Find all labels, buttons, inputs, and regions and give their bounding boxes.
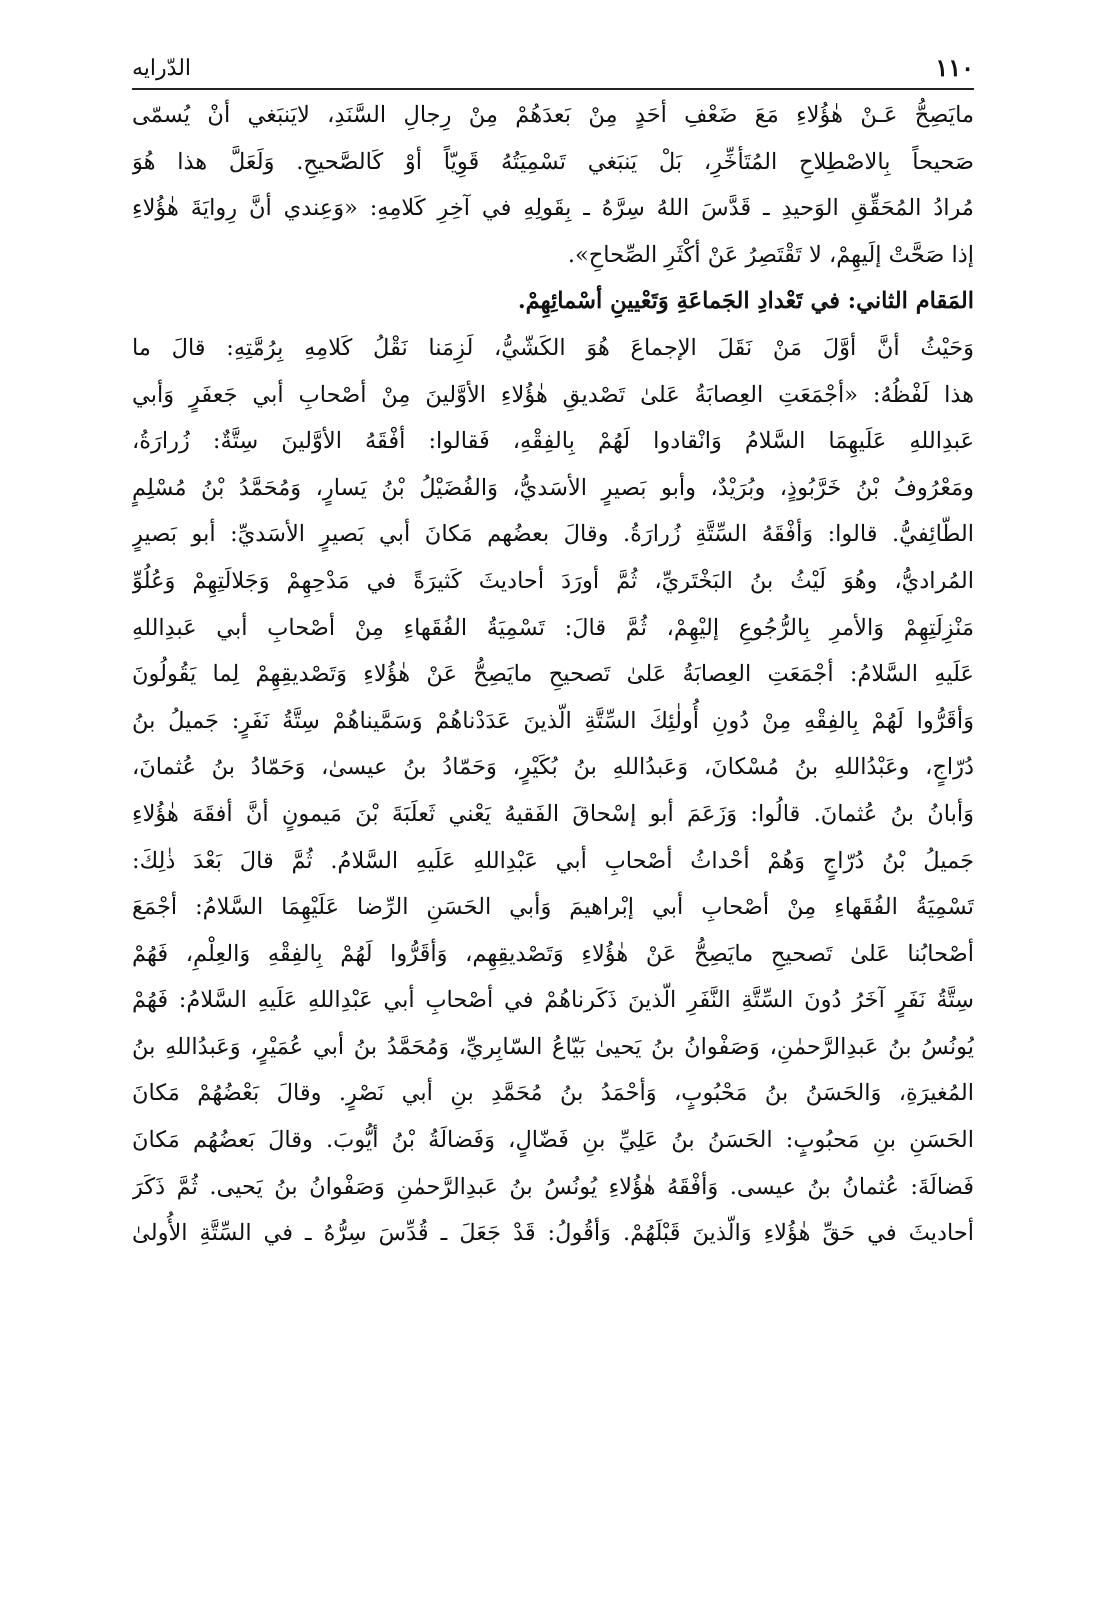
text-line: مايَصِحُّ عَـنْ هٰؤُلاءِ مَعَ ضَعْفِ أحَدٍ مِنْ بَعدَهُمْ مِنْ رِجالِ السَّنَدِ، لايَنبَغي أنْ يُسمّى: [132, 102, 974, 128]
text-line: الحَسَنِ بنِ مَحبُوبٍ: الحَسَنُ بنُ عَلِيِّ بنِ فَضّالٍ، وَفَضالَةُ بْنُ أيُّوبَ. وقالَ بَعضُهُم مَكانَ: [132, 1127, 974, 1154]
text-line: مُرادُ المُحَقِّقِ الوَحيدِ ـ قَدَّسَ اللهُ سِرَّهُ ـ بِقَولِهِ في آخِرِ كَلامِهِ: «وَعِندي أنَّ رِوايَةَ هٰؤُلاءِ: [132, 195, 974, 222]
text-line: عَلَيهِ السَّلامُ: أجْمَعَتِ العِصابَةُ عَلىٰ تَصحيحِ مايَصِحُّ عَنْ هٰؤُلاءِ وَتَصْديقِهِمْ لِما يَقُولُونَ: [132, 661, 974, 688]
text-line: عَبدِاللهِ عَلَيهِمَا السَّلامُ وَانْقادوا لَهُمْ بِالفِقْهِ، فَقالوا: أفْقَهُ الأوَّلينَ سِتَّةٌ: زُرارَةُ،: [132, 428, 974, 455]
text-line: وَحَيْثُ أنَّ أوَّلَ مَنْ نَقَلَ الإجماعَ هُوَ الكَشّيُّ، لَزِمَنا نَقْلُ كَلامِهِ بِرُمَّتِهِ: قالَ ما: [132, 334, 974, 361]
text-line: مَنْزِلَتِهِمْ وَالأمرِ بِالرُّجُوعِ إليْهِمْ، ثُمَّ قالَ: تَسْمِيَةُ الفُقَهاءِ مِنْ أصْحابِ أبي عَبدِاللهِ: [132, 614, 974, 641]
text-line: صَحيحاً بِالاصْطِلاحِ المُتَأخِّرِ، بَلْ يَنبَغي تَسْمِيَتُهُ قَوِيّاً أوْ كَالصَّحيحِ. وَلَعَلَّ هذا هُوَ: [132, 148, 974, 175]
running-header: [132, 40, 974, 80]
text-line: إذا صَحَّتْ إلَيهِمْ، لا تَقْتَصِرُ عَنْ أكْثَرِ الصِّحاحِ».: [567, 241, 974, 268]
text-line: وَأبانُ بنُ عُثمانَ. قالُوا: وَزَعَمَ أبو إسْحاقَ الفَقيهُ يَعْني ثَعلَبَةَ بْنَ مَيمونٍ أنَّ أفقَهَ هٰؤُلاءِ: [132, 800, 974, 827]
text-line: يُونُسُ بنُ عَبدِالرَّحمٰنِ، وَصَفْوانُ بنُ يَحيىٰ بَيّاعُ السّابِريِّ، وَمُحَمَّدُ بنُ أبي عُمَيْرٍ، وَعَبدُاللهِ بنُ: [132, 1033, 974, 1060]
text-line: أحاديثَ في حَقِّ هٰؤُلاءِ وَالّذينَ قَبْلَهُمْ. وَأقُولُ: قَدْ جَعَلَ ـ قُدِّسَ سِرُّهُ ـ في السِّتَّةِ الأُولىٰ: [132, 1220, 974, 1247]
text-line: أصْحابُنا عَلىٰ تَصحيحِ مايَصِحُّ عَنْ هٰؤُلاءِ وَتَصْديقِهِم، وَأقَرُّوا لَهُمْ بِالفِقْهِ وَالعِلْمِ، فَهُمْ: [132, 940, 974, 967]
text-line: المُراديُّ، وهُوَ لَيْثُ بنُ البَخْتَريِّ، ثُمَّ أورَدَ أحاديثَ كَثيرَةً في مَدْحِهِمْ وَجَلالَتِهِمْ وَعُلُوِّ: [132, 567, 974, 594]
text-line: تَسْمِيَةُ الفُقَهاءِ مِنْ أصْحابِ أبي إبْراهيمَ وَأبي الحَسَنِ الرِّضا عَلَيْهِمَا السَّلامُ: أجْمَعَ: [132, 894, 974, 921]
text-line: هذا لَفْظُهُ: «أجْمَعَتِ العِصابَةُ عَلىٰ تَصْديقِ هٰؤُلاءِ الأوَّلينَ مِنْ أصْحابِ أبي جَعفَرٍ وَأبي: [132, 381, 974, 408]
text-line: المُغيرَةِ، وَالحَسَنُ بنُ مَحْبُوبٍ، وَأحْمَدُ بنُ مُحَمَّدِ بنِ أبي نَصْرٍ. وقالَ بَعْضُهُمْ مَكانَ: [132, 1080, 974, 1107]
text-line: فَضالَةَ: عُثمانُ بنُ عيسى. وَأفْقَهُ هٰؤُلاءِ يُونُسُ بنُ عَبدِالرَّحمٰنِ وَصَفْوانُ بنُ يَحيى. ثُمَّ ذَكَرَ: [132, 1173, 974, 1200]
text-line: الطّائِفيُّ. قالوا: وَأفْقَهُ السِّتَّةِ زُرارَةُ. وقالَ بعضُهم مَكانَ أبي بَصيرٍ الأسَديِّ: أبو بَصيرٍ: [132, 521, 974, 548]
running-title: الدّرايه: [132, 56, 192, 81]
text-line: دُرّاجٍ، وعَبْدُاللهِ بنُ مُسْكانَ، وَعَبدُاللهِ بنُ بُكَيْرٍ، وَحَمّادُ بنُ عيسىٰ، وَحَمّادُ بنُ عُثمانَ،: [132, 754, 974, 781]
body-text: [132, 92, 974, 1257]
text-line: ومَعْرُوفُ بْنُ خَرَّبُوذٍ، وبُرَيْدٌ، وأبو بَصيرٍ الأسَديُّ، وَالفُضَيْلُ بْنُ يَسارٍ، وَمُحَمَّدُ بْنُ مُسْلِمٍ: [132, 474, 974, 501]
text-line: جَميلُ بْنُ دُرّاجٍ وَهُمْ أحْداثُ أصْحابِ أبي عَبْدِاللهِ عَلَيهِ السَّلامُ. ثُمَّ قالَ بَعْدَ ذٰلِكَ:: [132, 847, 974, 874]
section-heading: المَقام الثاني: في تَعْدادِ الجَماعَةِ وَتَعْيينِ أسْمائِهِمْ.: [517, 288, 974, 315]
header-divider: [132, 88, 974, 90]
page-number: ١١٠: [935, 53, 974, 82]
text-line: وَأقَرُّوا لَهُمْ بِالفِقْهِ مِنْ دُونِ أُولٰئِكَ السِّتَّةِ الّذينَ عَدَدْناهُمْ وَسَمَّيناهُمْ سِتَّةُ نَفَرٍ: جَميلُ بنُ: [132, 707, 974, 734]
text-line: سِتَّةُ نَفَرٍ آخَرُ دُونَ السِّتَّةِ النَّفَرِ الّذينَ ذَكَرناهُمْ في أصْحابِ أبي عَبْدِاللهِ عَلَيهِ السَّلامُ: فَهُمْ: [132, 987, 974, 1014]
